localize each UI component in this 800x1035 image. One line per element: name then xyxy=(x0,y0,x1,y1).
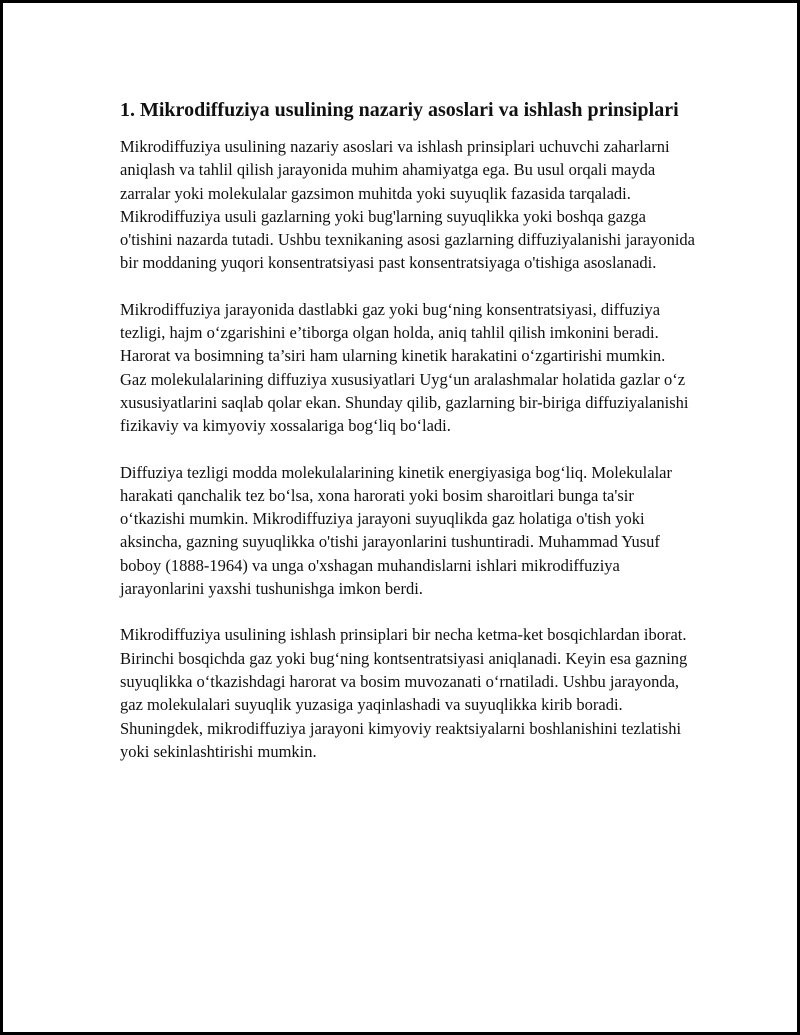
paragraph-1: Mikrodiffuziya usulining nazariy asoslari va ishlash prinsiplari uchuvchi zaharlarni aniqlash va tahlil qilish jarayonida muhim ahamiyatga ega. Bu usul orqali mayda zarralar yoki molekulalar gazsimon muhitda yoki suyuqlik fazasida tarqaladi. Mikrodiffuziya usuli gazlarning yoki bug'larning suyuqlikka yoki boshqa gazga o'tishini nazarda tutadi. Ushbu texnikaning asosi gazlarning diffuziyalanishi jarayonida bir moddaning yuqori konsentratsiyasi past konsentratsiyaga o'tishiga asoslanadi. xyxy=(120,137,695,273)
paragraph-4: Mikrodiffuziya usulining ishlash prinsiplari bir necha ketma-ket bosqichlardan iborat. Birinchi bosqichda gaz yoki bug‘ning kontsentratsiyasi aniqlanadi. Keyin esa gazning suyuqlikka o‘tkazishdagi harorat va bosim muvozanati o‘rnatiladi. Ushbu jarayonda, gaz molekulalari suyuqlik yuzasiga yaqinlashadi va suyuqlikka kirib boradi. Shuningdek, mikrodiffuziya jarayoni kimyoviy reaktsiyalarni boshlanishini tezlatishi yoki sekinlashtirishi mumkin. xyxy=(120,625,688,761)
paragraph-3: Diffuziya tezligi modda molekulalarining kinetik energiyasiga bog‘liq. Molekulalar harakati qanchalik tez bo‘lsa, xona harorati yoki bosim sharoitlari bunga ta'sir o‘tkazishi mumkin. Mikrodiffuziya jarayoni suyuqlikda gaz holatiga o'tish yoki aksincha, gazning suyuqlikka o'tishi jarayonlarini tushuntiradi. Muhammad Yusuf boboy (1888-1964) va unga o'xshagan muhandislarni ishlari mikrodiffuziya jarayonlarini yaxshi tushunishga imkon berdi. xyxy=(120,462,672,599)
section-heading: 1. Mikrodiffuziya usulining nazariy asoslari va ishlash prinsiplari xyxy=(120,99,679,121)
paragraph-2: Mikrodiffuziya jarayonida dastlabki gaz yoki bug‘ning konsentratsiyasi, diffuziya tezligi, hajm o‘zgarishini e’tiborga olgan holda, aniq tahlil qilish imkonini beradi. Harorat va bosimning ta’siri ham ularning kinetik harakatini o‘zgartirishi mumkin. Gaz molekulalarining diffuziya xususiyatlari Uyg‘un aralashmalar holatida gazlar o‘z xususiyatlarini saqlab qolar ekan. Shunday qilib, gazlarning bir-biriga diffuziyalanishi fizikaviy va kimyoviy xossalariga bog‘liq bo‘ladi. xyxy=(120,299,689,436)
document-body xyxy=(120,97,695,786)
